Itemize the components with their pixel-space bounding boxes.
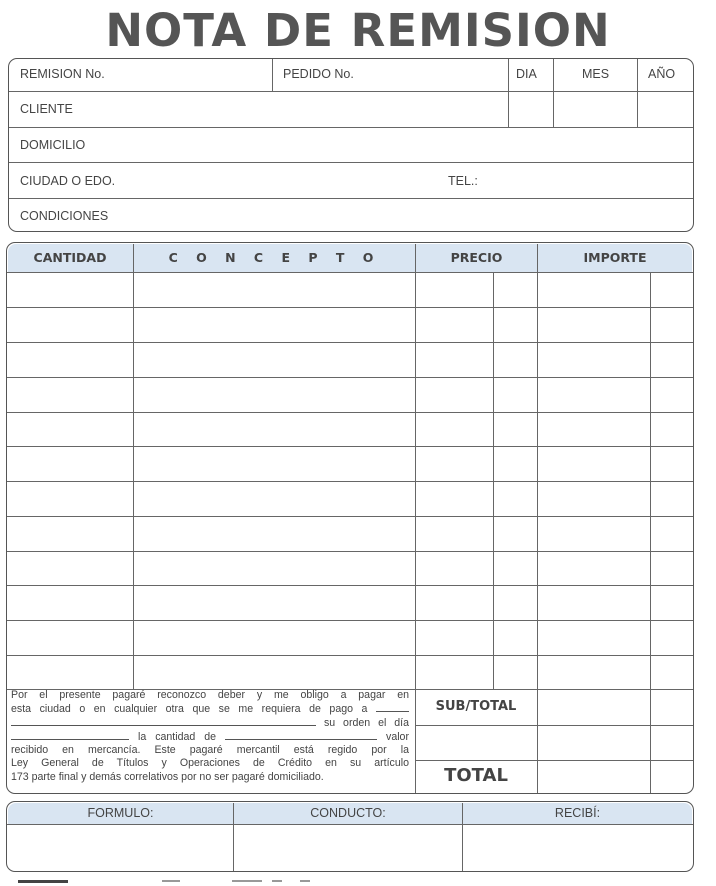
conducto-label: CONDUCTO: <box>310 806 386 820</box>
pagare-line: recibido en mercancía. Este pagaré mercantil está regido por la <box>11 744 409 757</box>
subtotal-label: SUB/TOTAL <box>435 699 517 714</box>
totals-line <box>415 760 693 761</box>
header-divider <box>272 59 273 91</box>
ciudad-label: CIUDAD O EDO. <box>20 174 116 188</box>
cantidad-header: CANTIDAD <box>33 250 107 265</box>
table-row <box>7 551 693 552</box>
column-divider <box>650 272 651 793</box>
table-row <box>7 481 693 482</box>
tel-label: TEL.: <box>448 174 478 188</box>
remision-label: REMISION No. <box>20 67 105 81</box>
table-row <box>7 516 693 517</box>
header-line <box>9 162 693 163</box>
print-strip <box>10 877 706 886</box>
blank-line <box>11 730 129 740</box>
blank-line <box>11 716 316 726</box>
column-divider <box>493 272 494 690</box>
pagare-segment: la cantidad de <box>137 731 217 744</box>
condiciones-label: CONDICIONES <box>20 209 109 223</box>
pagare-segment: su orden el día <box>323 717 409 730</box>
table-row <box>7 655 693 656</box>
table-row <box>7 446 693 447</box>
header-box <box>8 58 694 232</box>
pagare-segment: esta ciudad o en cualquier otra que se me requiera de pago a <box>11 703 368 716</box>
total-label: TOTAL <box>444 765 508 786</box>
pagare-line <box>11 702 409 716</box>
header-divider <box>637 59 638 127</box>
header-divider <box>508 59 509 127</box>
pagare-text <box>11 689 409 784</box>
anio-label: AÑO <box>648 67 676 81</box>
blank-line <box>225 730 377 740</box>
table-row <box>7 412 693 413</box>
pagare-segment: valor <box>386 731 409 744</box>
footer-header-line <box>7 824 693 825</box>
column-divider <box>537 244 538 793</box>
cliente-label: CLIENTE <box>20 102 73 116</box>
table-row <box>7 620 693 621</box>
pagare-line <box>11 716 409 730</box>
importe-header: IMPORTE <box>583 250 647 265</box>
table-row <box>7 377 693 378</box>
mes-label: MES <box>582 67 610 81</box>
blank-line <box>376 702 409 712</box>
dia-label: DIA <box>516 67 537 81</box>
header-line <box>9 198 693 199</box>
table-row <box>7 585 693 586</box>
table-row <box>7 307 693 308</box>
pagare-line <box>11 730 409 744</box>
concepto-header: C O N C E P T O <box>168 250 381 265</box>
pagare-line: 173 parte final y demás correlativos por no ser pagaré domiciliado. <box>11 770 324 783</box>
header-line <box>9 127 693 128</box>
header-divider <box>553 59 554 127</box>
precio-header: PRECIO <box>450 250 503 265</box>
pagare-line: Ley General de Títulos y Operaciones de Crédito en su artículo <box>11 757 409 770</box>
header-line <box>9 91 693 92</box>
table-header-line <box>7 272 693 273</box>
totals-line <box>415 725 693 726</box>
table-row <box>7 342 693 343</box>
pagare-line: Por el presente pagaré reconozco deber y me obligo a pagar en <box>11 689 409 701</box>
domicilio-label: DOMICILIO <box>20 138 86 152</box>
pedido-label: PEDIDO No. <box>283 67 354 81</box>
column-divider <box>133 244 134 690</box>
formulo-label: FORMULO: <box>87 806 154 820</box>
recibi-label: RECIBÍ: <box>554 806 601 820</box>
document-title: NOTA DE REMISION <box>105 4 611 57</box>
